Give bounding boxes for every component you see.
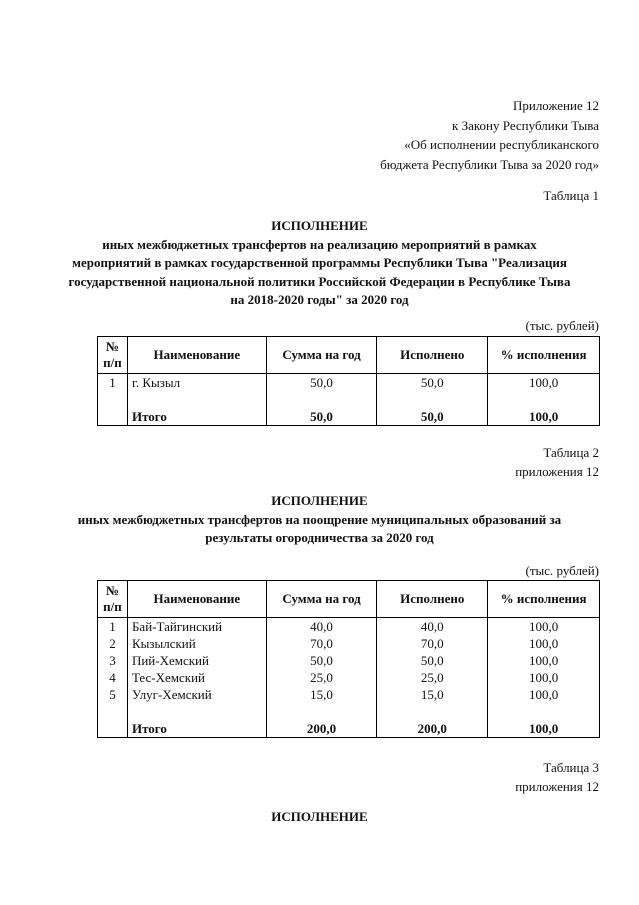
spacer-row <box>98 703 600 720</box>
appendix-line: бюджета Республики Тыва за 2020 год» <box>380 156 599 172</box>
table1-units: (тыс. рублей) <box>525 318 599 333</box>
cell-year-sum: 25,0 <box>266 669 377 686</box>
table1-title: ИСПОЛНЕНИЕ <box>271 218 368 233</box>
column-header-year-sum: Сумма на год <box>266 337 377 374</box>
cell-percent: 100,0 <box>488 686 600 703</box>
table-row <box>98 635 600 652</box>
table-row <box>98 669 600 686</box>
table1 <box>97 336 600 426</box>
cell-percent: 100,0 <box>488 635 600 652</box>
cell-year-sum: 50,0 <box>266 652 377 669</box>
cell-name: г. Кызыл <box>127 374 266 392</box>
total-label: Итого <box>127 720 266 738</box>
total-year-sum: 200,0 <box>266 720 377 738</box>
column-header-percent: % исполнения <box>488 581 600 618</box>
column-header-num: № п/п <box>98 581 128 618</box>
total-year-sum: 50,0 <box>266 408 377 426</box>
cell-percent: 100,0 <box>488 618 600 636</box>
table2-label <box>515 443 599 481</box>
cell-num: 4 <box>98 669 128 686</box>
cell-percent: 100,0 <box>488 374 600 392</box>
cell-name: Улуг-Хемский <box>127 686 266 703</box>
cell-num: 1 <box>98 374 128 392</box>
cell-executed: 50,0 <box>377 652 488 669</box>
total-label: Итого <box>127 408 266 426</box>
table2 <box>97 580 600 738</box>
total-executed: 200,0 <box>377 720 488 738</box>
table1-subheading-line: на 2018-2020 годы" за 2020 год <box>230 292 409 307</box>
column-header-name: Наименование <box>127 337 266 374</box>
cell-executed: 40,0 <box>377 618 488 636</box>
total-percent: 100,0 <box>488 720 600 738</box>
appendix-line: «Об исполнении республиканского <box>404 137 599 152</box>
cell-executed: 15,0 <box>377 686 488 703</box>
table-row <box>98 686 600 703</box>
column-header-executed: Исполнено <box>377 337 488 374</box>
table2-units: (тыс. рублей) <box>525 563 599 578</box>
cell-percent: 100,0 <box>488 652 600 669</box>
cell-year-sum: 40,0 <box>266 618 377 636</box>
cell-name: Пий-Хемский <box>127 652 266 669</box>
cell-executed: 70,0 <box>377 635 488 652</box>
total-percent: 100,0 <box>488 408 600 426</box>
table2-label-line: приложения 12 <box>515 464 599 479</box>
column-header-year-sum: Сумма на год <box>266 581 377 618</box>
table1-heading <box>0 217 639 310</box>
cell-num: 5 <box>98 686 128 703</box>
table2-heading <box>0 492 639 548</box>
spacer-row <box>98 391 600 408</box>
appendix-header <box>380 96 599 174</box>
table-row <box>98 374 600 392</box>
appendix-line: Приложение 12 <box>512 98 599 113</box>
cell-executed: 50,0 <box>377 374 488 392</box>
cell-name: Бай-Тайгинский <box>127 618 266 636</box>
total-row <box>98 720 600 738</box>
table1-subheading-line: мероприятий в рамках государственной программы Республики Тыва "Реализация <box>72 255 567 270</box>
column-header-num: № п/п <box>98 337 128 374</box>
cell-name: Тес-Хемский <box>127 669 266 686</box>
table-row <box>98 652 600 669</box>
table3-label-line: Таблица 3 <box>543 760 599 775</box>
table-header-row <box>98 337 600 374</box>
table3-label-line: приложения 12 <box>515 779 599 794</box>
column-header-name: Наименование <box>127 581 266 618</box>
cell-year-sum: 70,0 <box>266 635 377 652</box>
appendix-line: к Закону Республики Тыва <box>452 117 599 133</box>
table3-heading <box>0 808 639 827</box>
column-header-percent: % исполнения <box>488 337 600 374</box>
total-executed: 50,0 <box>377 408 488 426</box>
table-row <box>98 618 600 636</box>
table2-subheading-line: иных межбюджетных трансфертов на поощрение муниципальных образований за <box>77 511 562 527</box>
cell-num: 2 <box>98 635 128 652</box>
table2-title: ИСПОЛНЕНИЕ <box>271 493 368 508</box>
cell-name: Кызылский <box>127 635 266 652</box>
cell-year-sum: 15,0 <box>266 686 377 703</box>
table3-label <box>515 758 599 796</box>
column-header-executed: Исполнено <box>377 581 488 618</box>
table2-label-line: Таблица 2 <box>543 445 599 460</box>
cell-num: 1 <box>98 618 128 636</box>
table1-subheading-line: государственной национальной политики Российской Федерации в Республике Тыва <box>68 273 571 289</box>
cell-year-sum: 50,0 <box>266 374 377 392</box>
table1-subheading-line: иных межбюджетных трансфертов на реализацию мероприятий в рамках <box>102 236 537 252</box>
cell-num: 3 <box>98 652 128 669</box>
cell-executed: 25,0 <box>377 669 488 686</box>
total-row <box>98 408 600 426</box>
table-header-row <box>98 581 600 618</box>
cell-percent: 100,0 <box>488 669 600 686</box>
table3-title: ИСПОЛНЕНИЕ <box>271 809 368 824</box>
table2-subheading-line: результаты огородничества за 2020 год <box>205 530 434 545</box>
table1-label: Таблица 1 <box>543 188 599 203</box>
